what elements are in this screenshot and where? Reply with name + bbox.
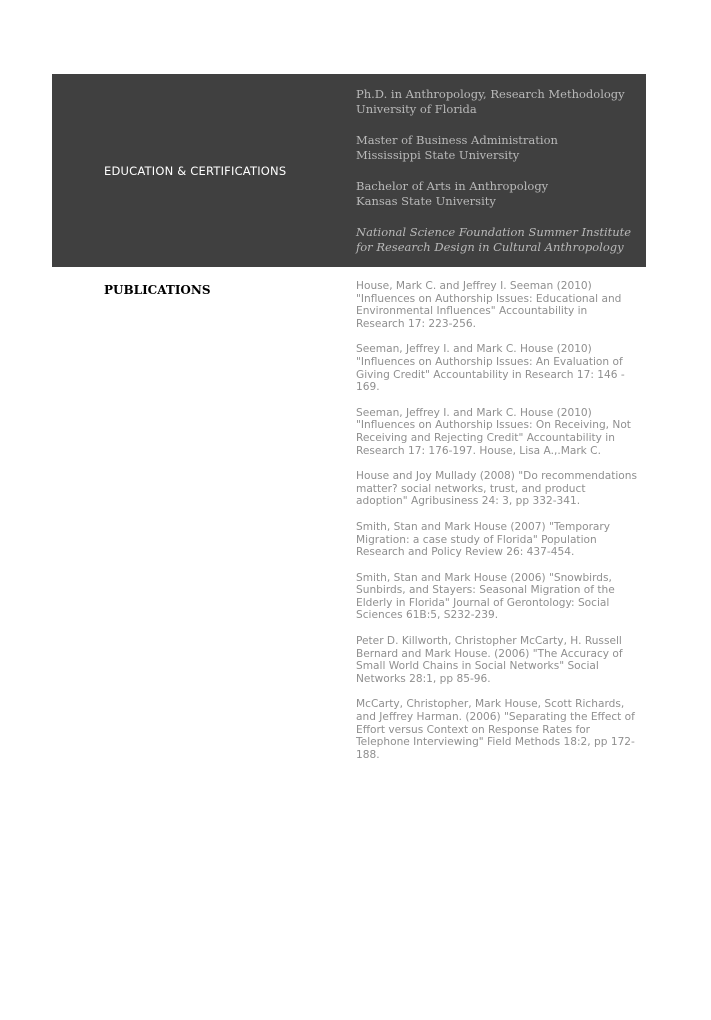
publication-entry: Smith, Stan and Mark House (2007) "Temporary Migration: a case study of Florida" Population Research and Policy Review 26: 437-454. [356, 520, 611, 559]
education-item [356, 133, 641, 163]
publications-heading: PUBLICATIONS [104, 283, 211, 297]
publication-entry: House, Mark C. and Jeffrey I. Seeman (2010) "Influences on Authorship Issues: Educational and Environmental Influences" Accountability in Research 17: 223-256. [356, 280, 622, 330]
certification-title: National Science Foundation Summer Institute [356, 225, 632, 239]
degree-title: Master of Business Administration [356, 133, 558, 147]
publication-entry: Peter D. Killworth, Christopher McCarty, H. Russell Bernard and Mark House. (2006) "The Accuracy of Small World Chains in Social Networks" Social Networks 28:1, pp 85-96. [356, 635, 623, 685]
publication-entry: House and Joy Mullady (2008) "Do recommendations matter? social networks, trust, and product adoption" Agribusiness 24: 3, pp 332-341. [356, 470, 638, 508]
institution-name: University of Florida [356, 102, 477, 116]
publication-entry: Seeman, Jeffrey I. and Mark C. House (2010) "Influences on Authorship Issues: On Receiving, Not Receiving and Rejecting Credit" Accountability in Research 17: 176-197. House, Lisa A.,.Mark C. [356, 406, 631, 457]
education-item [356, 179, 641, 209]
education-section [52, 74, 646, 267]
education-item [356, 87, 641, 117]
publication-entry: Smith, Stan and Mark House (2006) "Snowbirds, Sunbirds, and Stayers: Seasonal Migration of the Elderly in Florida" Journal of Gerontology: Social Sciences 61B:5, S232-239. [356, 571, 615, 622]
degree-title: Ph.D. in Anthropology, Research Methodology [356, 87, 625, 101]
publication-entry: McCarty, Christopher, Mark House, Scott Richards, and Jeffrey Harman. (2006) "Separating the Effect of Effort versus Context on Response Rates for Telephone Interviewing" Field Methods 18:2, pp 172-188. [356, 698, 635, 761]
publication-entry: Seeman, Jeffrey I. and Mark C. House (2010) "Influences on Authorship Issues: An Evaluation of Giving Credit" Accountability in Research 17: 146 - 169. [356, 343, 625, 394]
publications-list [356, 280, 638, 774]
institution-name: Mississippi State University [356, 148, 520, 162]
institution-name: Kansas State University [356, 194, 496, 208]
education-heading: EDUCATION & CERTIFICATIONS [104, 164, 287, 178]
degree-title: Bachelor of Arts in Anthropology [356, 179, 549, 193]
certification-item [356, 225, 641, 255]
certification-subtitle: for Research Design in Cultural Anthropology [356, 240, 624, 254]
education-list [356, 87, 641, 271]
